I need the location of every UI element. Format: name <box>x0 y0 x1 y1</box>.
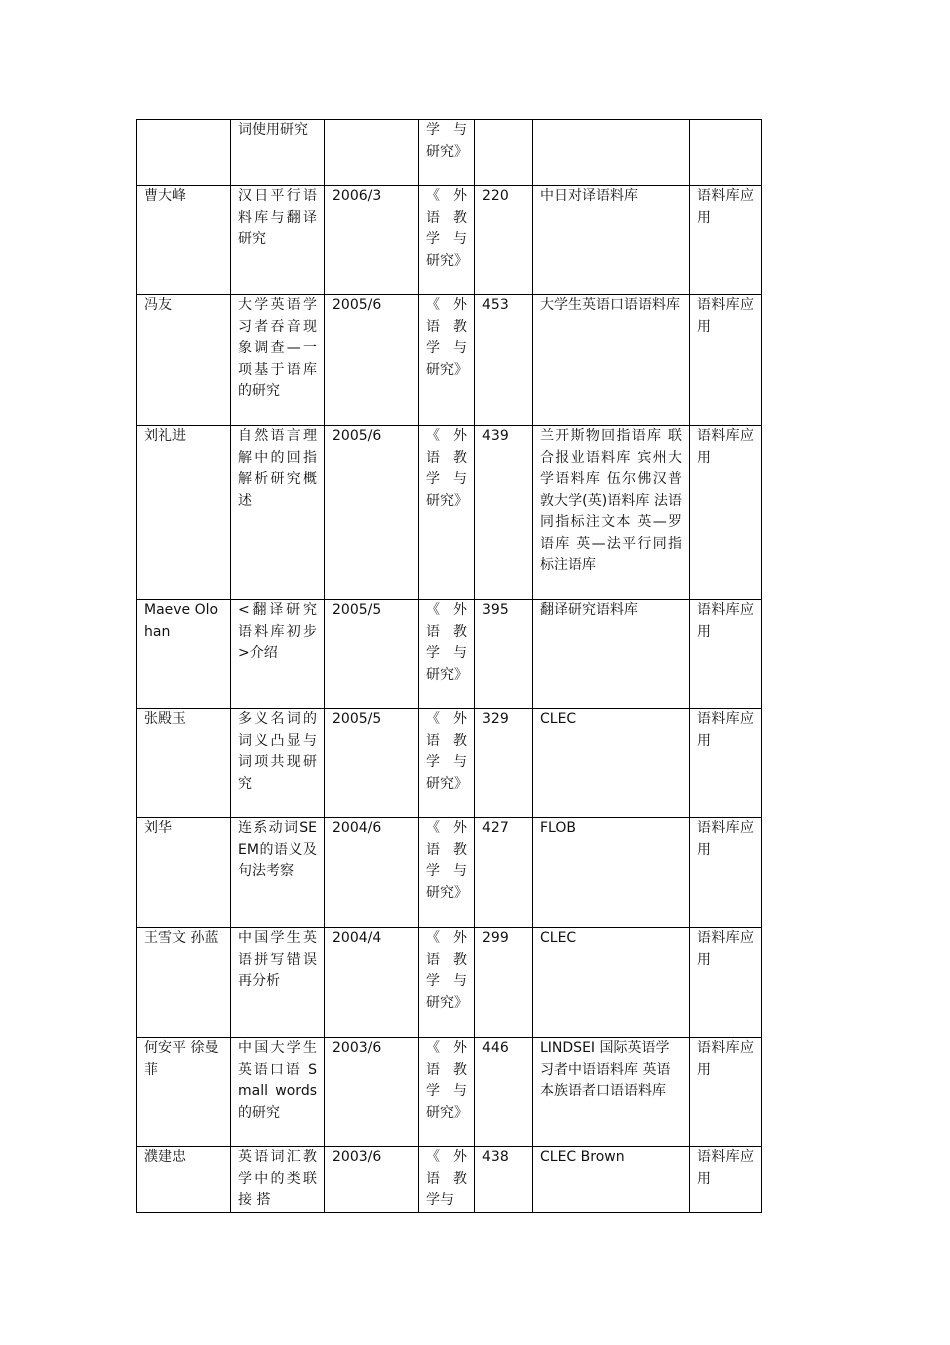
category-cell: 语料库应用 <box>690 928 762 1038</box>
journal-cell: 《外语教学与研究》 <box>419 928 475 1038</box>
date-cell: 2003/6 <box>325 1147 419 1213</box>
journal-cell: 学与研究》 <box>419 120 475 186</box>
category-cell <box>690 120 762 186</box>
corpus-cell: 大学生英语口语语料库 <box>533 295 690 426</box>
journal-cell: 《外语教学与研究》 <box>419 426 475 600</box>
title-cell: 连系动词SEEM的语义及句法考察 <box>231 818 325 928</box>
date-cell: 2003/6 <box>325 1038 419 1147</box>
table-row <box>137 120 762 186</box>
pages-cell: 446 <box>475 1038 533 1147</box>
category-cell: 语料库应用 <box>690 709 762 818</box>
journal-cell: 《外语教学与研究》 <box>419 1038 475 1147</box>
pages-cell: 427 <box>475 818 533 928</box>
journal-cell: 《外语教学与 <box>419 1147 475 1213</box>
category-cell: 语料库应用 <box>690 1147 762 1213</box>
date-cell: 2005/5 <box>325 709 419 818</box>
corpus-cell: CLEC Brown <box>533 1147 690 1213</box>
corpus-cell: 兰开斯物回指语库 联合报业语料库 宾州大学语料库 伍尔佛汉普敦大学(英)语料库 法语同指标注文本 英—罗语库 英—法平行同指标注语库 <box>533 426 690 600</box>
title-cell: 词使用研究 <box>231 120 325 186</box>
author-cell: 张殿玉 <box>137 709 231 818</box>
corpus-cell: CLEC <box>533 928 690 1038</box>
author-cell: 曹大峰 <box>137 186 231 295</box>
corpus-cell <box>533 120 690 186</box>
author-cell: 冯友 <box>137 295 231 426</box>
pages-cell: 395 <box>475 600 533 709</box>
date-cell: 2004/6 <box>325 818 419 928</box>
corpus-cell: 中日对译语料库 <box>533 186 690 295</box>
corpus-cell: CLEC <box>533 709 690 818</box>
table-row <box>137 295 762 426</box>
pages-cell: 299 <box>475 928 533 1038</box>
author-cell: 濮建忠 <box>137 1147 231 1213</box>
category-cell: 语料库应用 <box>690 186 762 295</box>
author-cell <box>137 120 231 186</box>
author-cell: 刘礼进 <box>137 426 231 600</box>
category-cell: 语料库应用 <box>690 295 762 426</box>
table-row <box>137 600 762 709</box>
corpus-cell: 翻译研究语料库 <box>533 600 690 709</box>
journal-cell: 《外语教学与研究》 <box>419 600 475 709</box>
pages-cell <box>475 120 533 186</box>
title-cell: 中国学生英语拼写错误再分析 <box>231 928 325 1038</box>
author-cell: 刘华 <box>137 818 231 928</box>
pages-cell: 220 <box>475 186 533 295</box>
corpus-cell: FLOB <box>533 818 690 928</box>
author-cell: Maeve Olohan <box>137 600 231 709</box>
journal-cell: 《外语教学与研究》 <box>419 295 475 426</box>
table-row <box>137 1038 762 1147</box>
table-row <box>137 928 762 1038</box>
title-cell: 中国大学生英语口语 Small words 的研究 <box>231 1038 325 1147</box>
date-cell: 2006/3 <box>325 186 419 295</box>
pages-cell: 453 <box>475 295 533 426</box>
title-cell: 汉日平行语料库与翻译研究 <box>231 186 325 295</box>
category-cell: 语料库应用 <box>690 1038 762 1147</box>
pages-cell: 329 <box>475 709 533 818</box>
journal-cell: 《外语教学与研究》 <box>419 709 475 818</box>
category-cell: 语料库应用 <box>690 818 762 928</box>
date-cell: 2005/6 <box>325 426 419 600</box>
author-cell: 王雪文 孙蓝 <box>137 928 231 1038</box>
title-cell: 多义名词的词义凸显与词项共现研究 <box>231 709 325 818</box>
table-row <box>137 426 762 600</box>
category-cell: 语料库应用 <box>690 426 762 600</box>
title-cell: 大学英语学习者吞音现象调查—一项基于语库的研究 <box>231 295 325 426</box>
reference-table <box>136 119 762 1213</box>
table-row <box>137 709 762 818</box>
journal-cell: 《外语教学与研究》 <box>419 818 475 928</box>
table-row <box>137 818 762 928</box>
pages-cell: 438 <box>475 1147 533 1213</box>
date-cell <box>325 120 419 186</box>
author-cell: 何安平 徐曼菲 <box>137 1038 231 1147</box>
date-cell: 2005/5 <box>325 600 419 709</box>
table-row <box>137 1147 762 1213</box>
title-cell: 自然语言理解中的回指解析研究概述 <box>231 426 325 600</box>
date-cell: 2004/4 <box>325 928 419 1038</box>
category-cell: 语料库应用 <box>690 600 762 709</box>
title-cell: <翻译研究语料库初步>介绍 <box>231 600 325 709</box>
date-cell: 2005/6 <box>325 295 419 426</box>
pages-cell: 439 <box>475 426 533 600</box>
table-row <box>137 186 762 295</box>
corpus-cell: LINDSEI 国际英语学习者中语语料库 英语本族语者口语语料库 <box>533 1038 690 1147</box>
journal-cell: 《外语教学与研究》 <box>419 186 475 295</box>
title-cell: 英语词汇教学中的类联接 搭 <box>231 1147 325 1213</box>
